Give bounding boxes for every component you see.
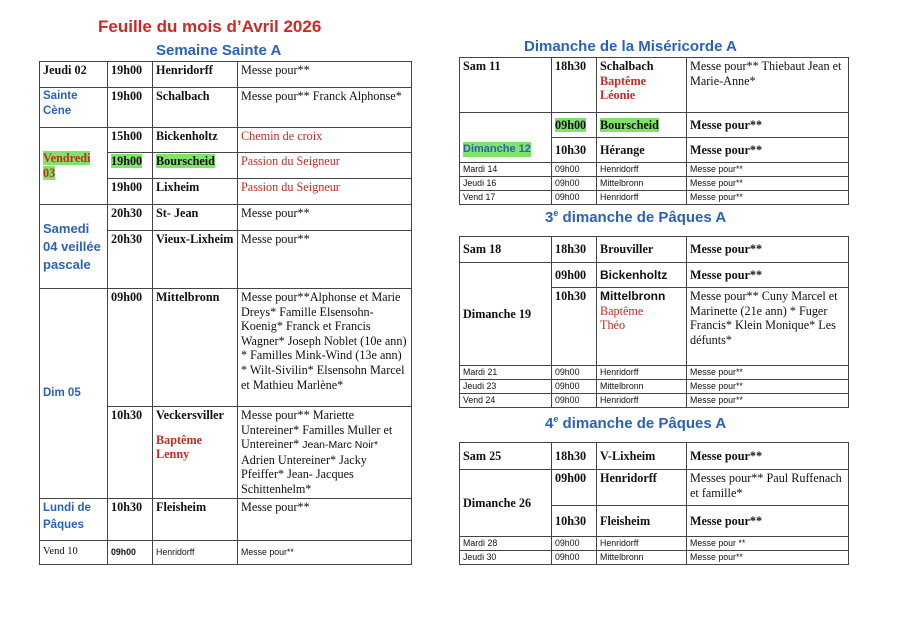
place-cell: Fleisheim	[597, 506, 687, 537]
time-cell: 10h30	[552, 138, 597, 163]
day-cell: Jeudi 02	[40, 62, 108, 88]
place-cell: Henridorff	[153, 540, 238, 564]
place-name: Schalbach	[600, 59, 654, 73]
day-cell: Dim 05	[40, 289, 108, 499]
time-cell: 09h00	[552, 537, 597, 551]
time-cell: 09h00	[552, 191, 597, 205]
heading-2-sup: e	[553, 208, 559, 218]
day-cell: Mardi 21	[460, 366, 552, 380]
place-cell: Henridorff	[597, 191, 687, 205]
time-cell: 18h30	[552, 443, 597, 470]
time-cell: 19h00	[108, 62, 153, 88]
place-name: Veckersviller	[156, 408, 224, 422]
place-cell: Vieux-Lixheim	[153, 231, 238, 289]
day-cell: Dimanche 19	[460, 263, 552, 366]
intent-cell: Messe pour**	[687, 191, 849, 205]
time-cell: 18h30	[552, 58, 597, 113]
place-cell: Mittelbronn	[597, 380, 687, 394]
day-cell: Dimanche 26	[460, 470, 552, 537]
page-title: Feuille du mois d’Avril 2026	[98, 17, 322, 36]
intent-cell: Messe pour**	[687, 443, 849, 470]
intent-cell: Messe pour**	[687, 394, 849, 408]
place-cell: St- Jean	[153, 205, 238, 231]
place-cell: Henridorff	[153, 62, 238, 88]
place-cell: Fleisheim	[153, 498, 238, 540]
intent-cell: Messe pour**	[687, 163, 849, 177]
day-cell: Vend 24	[460, 394, 552, 408]
day-cell: Jeudi 23	[460, 380, 552, 394]
intent-cell: Messe pour** Thiebaut Jean et Marie-Anne*	[687, 58, 849, 113]
right-schedule-table-3	[459, 442, 849, 565]
time-cell: 09h00	[552, 177, 597, 191]
time-cell: 09h00	[552, 551, 597, 565]
left-schedule-table	[39, 61, 412, 565]
day-cell: Lundi de Pâques	[40, 498, 108, 540]
place-cell: Henridorff	[597, 394, 687, 408]
place-cell	[597, 58, 687, 113]
time-highlighted: 09h00	[555, 117, 587, 132]
baptism-note: Baptême Lenny	[156, 432, 203, 462]
right-heading-3	[545, 415, 726, 432]
intent-cell: Messe pour**	[238, 205, 412, 231]
place-cell	[153, 407, 238, 499]
time-cell: 09h00	[552, 470, 597, 506]
time-cell: 18h30	[552, 237, 597, 263]
time-cell: 09h00	[552, 163, 597, 177]
place-cell: V-Lixheim	[597, 443, 687, 470]
day-cell: Sam 25	[460, 443, 552, 470]
intent-cell: Messe pour **	[687, 537, 849, 551]
intent-cell: Messe pour**	[687, 506, 849, 537]
intent-cell: Messe pour**	[238, 540, 412, 564]
time-cell: 19h00	[108, 179, 153, 205]
time-cell: 15h00	[108, 128, 153, 153]
place-cell: Mittelbronn	[153, 289, 238, 407]
day-label-highlighted: Dimanche 12	[463, 143, 531, 156]
day-cell: Sainte Cène	[40, 88, 108, 128]
place-cell: Bickenholtz	[597, 263, 687, 288]
time-cell: 20h30	[108, 205, 153, 231]
intent-text-small: Jean-Marc Noir*	[302, 439, 379, 452]
left-heading: Semaine Sainte A	[156, 42, 282, 59]
day-cell: Jeudi 16	[460, 177, 552, 191]
place-cell: Brouviller	[597, 237, 687, 263]
time-cell: 09h00	[108, 289, 153, 407]
intent-cell: Passion du Seigneur	[238, 179, 412, 205]
intent-cell: Messe pour** Cuny Marcel et Marinette (21e ann) * Fuger Francis* Klein Monique* Les défunts*	[687, 288, 849, 366]
heading-2-num: 3	[545, 209, 554, 226]
time-cell: 10h30	[552, 288, 597, 366]
intent-cell	[238, 407, 412, 499]
place-cell: Henridorff	[597, 163, 687, 177]
place-cell	[153, 153, 238, 179]
intent-cell: Messe pour**	[687, 237, 849, 263]
time-cell: 09h00	[552, 366, 597, 380]
day-cell	[40, 128, 108, 205]
intent-text: Messe pour** Mariette Untereiner* Familles Muller et Untereiner*	[241, 408, 393, 452]
time-cell: 09h00	[552, 263, 597, 288]
day-cell: Vend 10	[40, 540, 108, 564]
day-cell: Vend 17	[460, 191, 552, 205]
place-cell: Henridorff	[597, 366, 687, 380]
baptism-note: Baptême Léonie	[600, 73, 647, 103]
day-cell: Mardi 28	[460, 537, 552, 551]
time-cell	[108, 153, 153, 179]
time-cell: 10h30	[552, 506, 597, 537]
time-cell	[552, 113, 597, 138]
heading-3-num: 4	[545, 415, 554, 432]
time-cell: 19h00	[108, 88, 153, 128]
place-cell: Henridorff	[597, 470, 687, 506]
heading-3-text: dimanche de Pâques A	[558, 415, 727, 432]
intent-cell: Messe pour**	[238, 62, 412, 88]
time-cell: 10h30	[108, 498, 153, 540]
day-cell: Mardi 14	[460, 163, 552, 177]
intent-cell: Messe pour**	[687, 380, 849, 394]
heading-2-text: dimanche de Pâques A	[558, 209, 727, 226]
right-heading-2	[545, 209, 726, 226]
day-cell: Samedi 04 veillée pascale	[40, 205, 108, 289]
right-schedule-table-1	[459, 57, 849, 205]
intent-cell: Messe pour**	[687, 263, 849, 288]
place-cell	[597, 113, 687, 138]
right-heading-1: Dimanche de la Miséricorde A	[524, 38, 737, 55]
intent-cell: Chemin de croix	[238, 128, 412, 153]
intent-cell: Messe pour**	[238, 231, 412, 289]
day-label-highlighted: Vendredi 03	[43, 151, 91, 180]
place-cell	[597, 288, 687, 366]
time-cell: 10h30	[108, 407, 153, 499]
place-cell: Lixheim	[153, 179, 238, 205]
time-cell: 20h30	[108, 231, 153, 289]
intent-cell: Messe pour**	[687, 366, 849, 380]
baptism-note: Baptême Théo	[600, 303, 644, 333]
intent-cell: Messe pour**	[238, 498, 412, 540]
time-cell: 09h00	[552, 394, 597, 408]
time-cell: 09h00	[108, 540, 153, 564]
day-cell: Jeudi 30	[460, 551, 552, 565]
place-cell: Hérange	[597, 138, 687, 163]
intent-cell: Messes pour** Paul Ruffenach et famille*	[687, 470, 849, 506]
right-schedule-table-2	[459, 236, 849, 408]
place-cell: Henridorff	[597, 537, 687, 551]
intent-cell: Messe pour**	[687, 138, 849, 163]
place-cell: Bickenholtz	[153, 128, 238, 153]
intent-cell: Messe pour**Alphonse et Marie Dreys* Famille Elsensohn-Koenig* Franck et Francis Wagner* Joseph Noblet (10e ann) * Familles Mink-Wind (13e ann) * Wilt-Sivilin* Elsensohn Marcel et Mathieu Marlène*	[238, 289, 412, 407]
place-cell: Mittelbronn	[597, 177, 687, 191]
intent-cell: Messe pour**	[687, 551, 849, 565]
place-highlighted: Bourscheid	[156, 154, 215, 168]
time-highlighted: 19h00	[111, 154, 143, 168]
place-name: Mittelbronn	[600, 289, 666, 303]
intent-cell: Messe pour** Franck Alphonse*	[238, 88, 412, 128]
place-highlighted: Bourscheid	[600, 117, 659, 132]
place-cell: Mittelbronn	[597, 551, 687, 565]
time-cell: 09h00	[552, 380, 597, 394]
place-cell: Schalbach	[153, 88, 238, 128]
day-cell: Sam 18	[460, 237, 552, 263]
day-cell	[460, 113, 552, 163]
intent-cell: Messe pour**	[687, 113, 849, 138]
intent-cell: Messe pour**	[687, 177, 849, 191]
heading-3-sup: e	[553, 414, 559, 424]
day-cell: Sam 11	[460, 58, 552, 113]
intent-text: Adrien Untereiner* Jacky Pfeiffer* Jean- Jacques Schittenhelm*	[241, 452, 367, 496]
intent-cell: Passion du Seigneur	[238, 153, 412, 179]
